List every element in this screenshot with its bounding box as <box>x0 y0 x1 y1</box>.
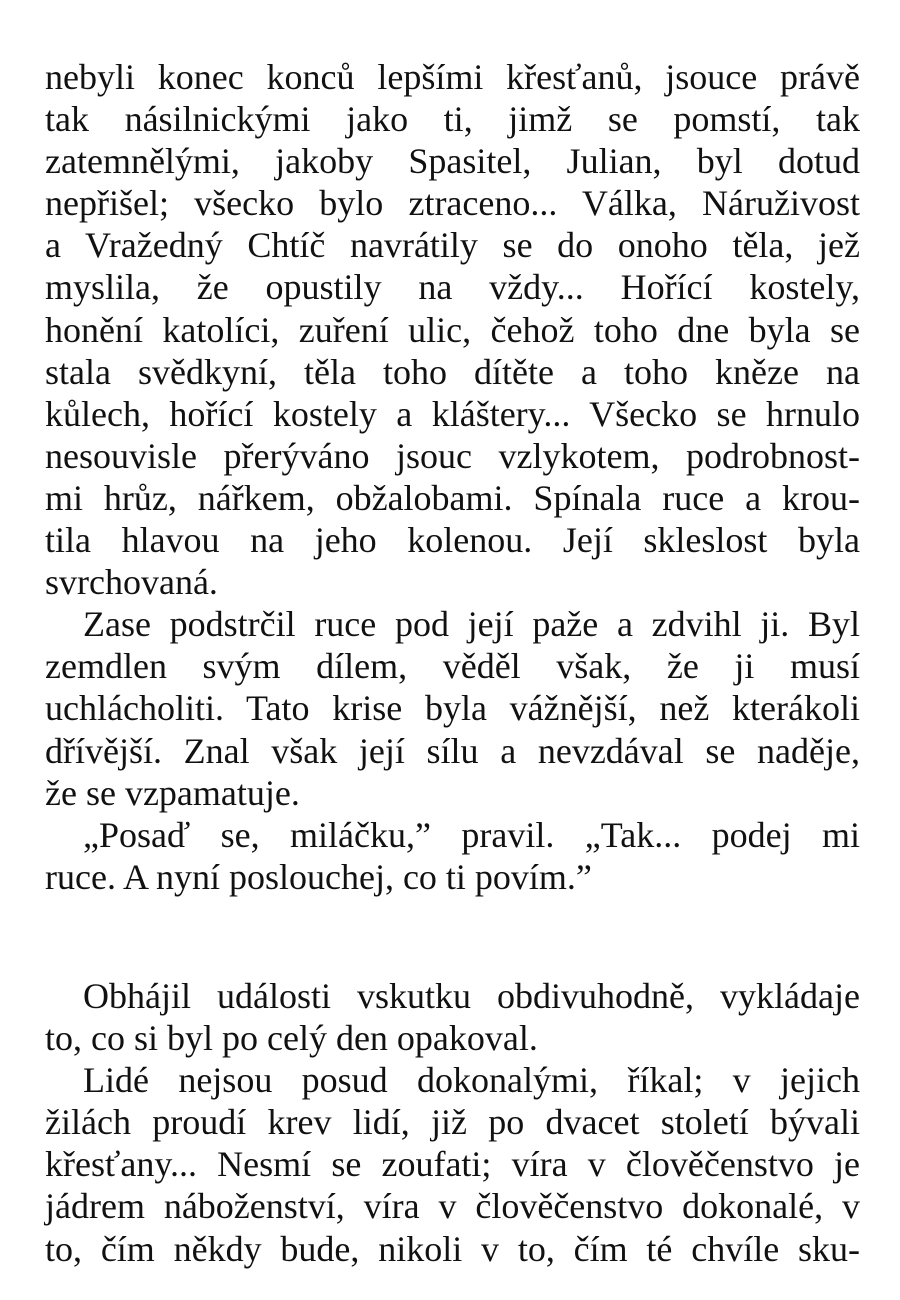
text-line: „Posaď se, miláčku,” pravil. „Tak... podej mi <box>83 814 860 855</box>
text-line: dřívější. Znal však její sílu a nevzdával se naděje, <box>45 730 860 771</box>
text-line: křesťany... Nesmí se zoufati; víra v člověčenstvo je <box>45 1144 860 1185</box>
text-line: myslila, že opustily na vždy... Hořící kostely, <box>45 267 860 308</box>
text-line: ruce. A nyní poslouchej, co ti povím.” <box>45 856 592 897</box>
text-section-2 <box>45 975 860 1270</box>
text-line: kůlech, hořící kostely a kláštery... Všecko se hrnulo <box>45 393 860 434</box>
text-line: zemdlen svým dílem, věděl však, že ji musí <box>45 646 860 687</box>
text-line: stala svědkyní, těla toho dítěte a toho kněze na <box>45 351 860 392</box>
text-line: nepřišel; všecko bylo ztraceno... Válka, Náruživost <box>45 183 860 224</box>
paragraph <box>45 56 860 603</box>
text-line: honění katolíci, zuření ulic, čehož toho dne byla se <box>45 309 860 350</box>
text-line: tak násilnickými jako ti, jimž se pomstí, tak <box>45 99 860 140</box>
text-line: svrchovaná. <box>45 562 218 603</box>
paragraph <box>45 814 860 898</box>
text-line: Lidé nejsou posud dokonalými, říkal; v jejich <box>83 1060 860 1101</box>
text-line: jádrem náboženství, víra v člověčenstvo dokonalé, v <box>45 1186 860 1227</box>
text-line: nebyli konec konců lepšími křesťanů, jsouce právě <box>45 57 860 97</box>
text-line: to, čím někdy bude, nikoli v to, čím té chvíle sku- <box>45 1228 860 1269</box>
text-line: nesouvisle přerýváno jsouc vzlykotem, podrobnost- <box>45 435 860 476</box>
paragraph <box>45 975 860 1059</box>
text-line: to, co si byl po celý den opakoval. <box>45 1018 538 1059</box>
text-line: tila hlavou na jeho kolenou. Její skleslost byla <box>45 520 860 561</box>
text-line: žilách proudí krev lidí, již po dvacet století bývali <box>45 1102 860 1143</box>
paragraph <box>45 1059 860 1269</box>
text-line: Obhájil události vskutku obdivuhodně, vykládaje <box>83 976 860 1016</box>
text-line: mi hrůz, nářkem, obžalobami. Spínala ruce a krou- <box>45 477 860 518</box>
text-line: že se vzpamatuje. <box>45 772 300 813</box>
text-section-1 <box>45 56 860 898</box>
text-line: uchlácholiti. Tato krise byla vážnější, než kterákoli <box>45 688 860 729</box>
paragraph <box>45 603 860 813</box>
text-line: zatemnělými, jakoby Spasitel, Julian, byl dotud <box>45 141 860 182</box>
text-line: Zase podstrčil ruce pod její paže a zdvihl ji. Byl <box>83 604 860 645</box>
text-line: a Vražedný Chtíč navrátily se do onoho těla, jež <box>45 225 860 266</box>
